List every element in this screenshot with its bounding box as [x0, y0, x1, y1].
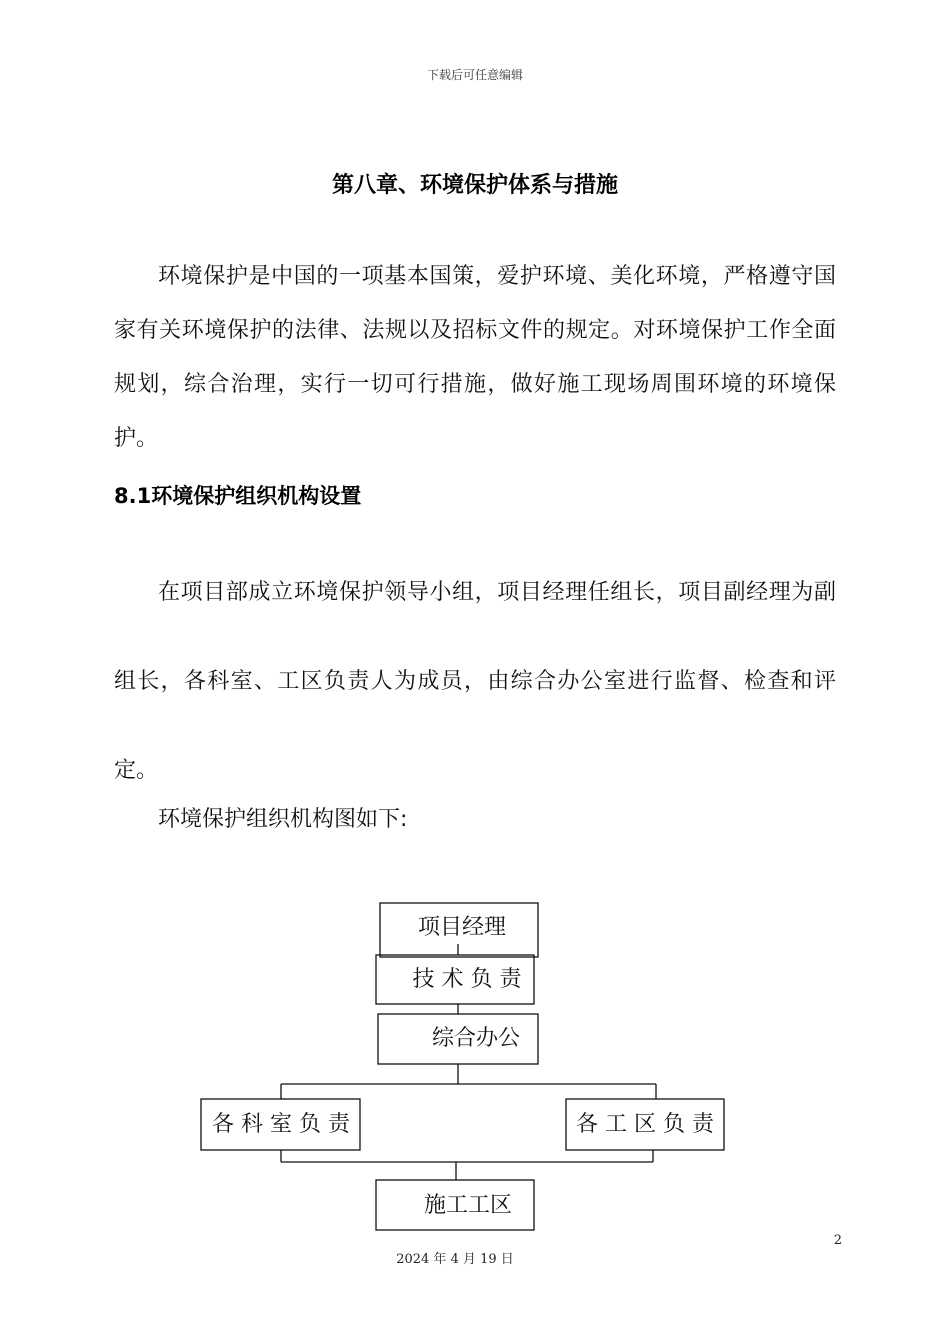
node-technical-lead: 技 术 负 责: [412, 967, 522, 992]
footer-date: 2024 年 4 月 19 日: [396, 1252, 514, 1267]
page-number: 2: [833, 1233, 842, 1248]
chart-intro-paragraph: 环境保护组织机构图如下:: [158, 807, 408, 832]
chapter-title: 第八章、环境保护体系与措施: [331, 173, 618, 198]
node-general-office: 综合办公: [431, 1026, 521, 1051]
node-department-heads: 各 科 室 负 责: [212, 1112, 350, 1137]
node-work-area-heads: 各 工 区 负 责: [576, 1112, 714, 1137]
organization-paragraph: 在项目部成立环境保护领导小组，项目经理任组长，项目副经理为副组长，各科室、工区负责人为成员，由综合办公室进行监督、检查和评定。: [114, 580, 836, 783]
node-construction-area: 施工工区: [423, 1193, 513, 1218]
node-project-manager: 项目经理: [417, 915, 507, 940]
header-note: 下载后可任意编辑: [426, 68, 523, 82]
section-title: 8.1环境保护组织机构设置: [114, 484, 362, 508]
intro-paragraph: 环境保护是中国的一项基本国策，爱护环境、美化环境，严格遵守国家有关环境保护的法律、法规以及招标文件的规定。对环境保护工作全面规划，综合治理，实行一切可行措施，做好施工现场周围环境的环境保护。: [114, 264, 836, 451]
